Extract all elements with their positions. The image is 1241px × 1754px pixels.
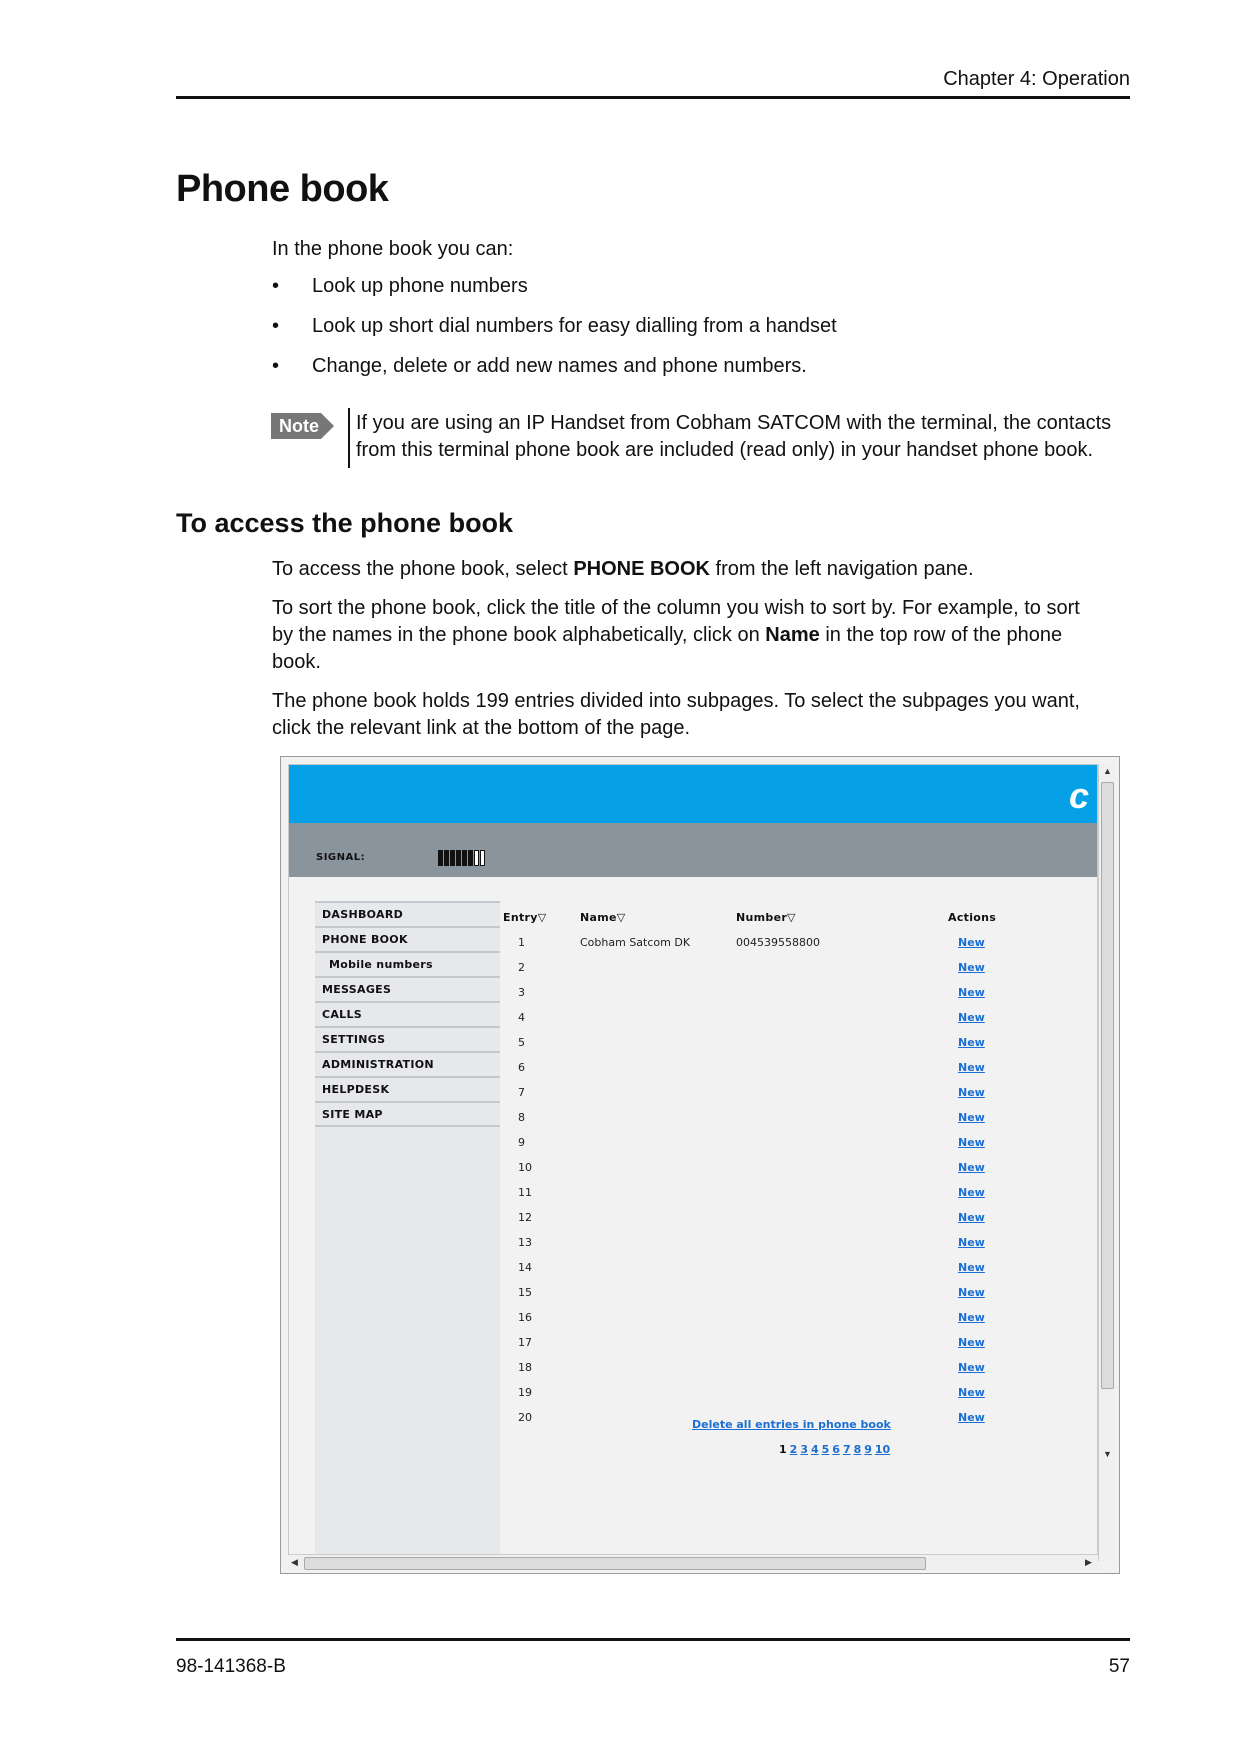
text-line: The phone book holds 199 entries divided into subpages. To select the subpages you want, — [272, 690, 1080, 712]
page-link[interactable]: 2 — [789, 1443, 798, 1456]
new-entry-link[interactable]: New — [958, 1336, 985, 1349]
scroll-left-icon[interactable]: ◀ — [291, 1557, 298, 1567]
sidebar-item-dashboard[interactable]: DASHBOARD — [315, 901, 500, 927]
entry-cell: 14 — [518, 1261, 532, 1274]
new-entry-link[interactable]: New — [958, 1361, 985, 1374]
bullet-item — [272, 355, 807, 378]
browser-viewport — [288, 764, 1098, 1561]
text: from the left navigation pane. — [710, 558, 974, 580]
scroll-down-icon[interactable]: ▼ — [1103, 1449, 1112, 1459]
entry-cell: 20 — [518, 1411, 532, 1424]
sidebar-item-administration[interactable]: ADMINISTRATION — [315, 1051, 500, 1077]
entry-cell: 2 — [518, 961, 525, 974]
new-entry-link[interactable]: New — [958, 1286, 985, 1299]
paragraph-sort — [272, 595, 1132, 676]
bullet-text: Change, delete or add new names and phone numbers. — [312, 355, 807, 377]
page-link[interactable]: 9 — [864, 1443, 872, 1456]
column-header-actions: Actions — [948, 911, 997, 924]
web-interface-screenshot — [280, 756, 1120, 1574]
cobham-logo-icon: c — [1069, 775, 1090, 816]
bullet-dot: • — [272, 315, 280, 337]
entry-cell: 8 — [518, 1111, 525, 1124]
sidebar-item-site-map[interactable]: SITE MAP — [315, 1101, 500, 1127]
text: To access the phone book, select — [272, 558, 574, 580]
bullet-text: Look up short dial numbers for easy dialling from a handset — [312, 315, 837, 337]
note-divider — [348, 408, 350, 468]
bullet-dot: • — [272, 275, 280, 297]
page-link[interactable]: 4 — [810, 1443, 819, 1456]
column-header-entry[interactable]: Entry▽ — [503, 911, 547, 924]
entry-cell: 11 — [518, 1186, 532, 1199]
text: by the names in the phone book alphabetically, click on — [272, 624, 766, 646]
status-bar — [289, 823, 1098, 877]
page-link[interactable]: 3 — [800, 1443, 808, 1456]
top-banner — [289, 765, 1098, 823]
new-entry-link[interactable]: New — [958, 1411, 985, 1424]
horizontal-scrollbar[interactable] — [288, 1554, 1098, 1571]
bold-text: Name — [765, 624, 820, 646]
new-entry-link[interactable]: New — [958, 1186, 985, 1199]
section-heading: To access the phone book — [176, 508, 514, 538]
document-number: 98-141368-B — [176, 1656, 286, 1677]
new-entry-link[interactable]: New — [958, 1011, 985, 1024]
signal-strength-icon — [438, 850, 485, 866]
page-link[interactable]: 8 — [853, 1443, 862, 1456]
entry-cell: 9 — [518, 1136, 525, 1149]
bold-text: PHONE BOOK — [573, 558, 710, 580]
vertical-scrollbar[interactable] — [1098, 764, 1115, 1561]
paragraph-subpages — [272, 688, 1132, 742]
note-arrow-icon — [321, 413, 334, 439]
page-number: 57 — [1108, 1656, 1130, 1677]
note-text — [356, 410, 1136, 464]
name-cell: Cobham Satcom DK — [580, 936, 691, 949]
new-entry-link[interactable]: New — [958, 986, 985, 999]
intro-text: In the phone book you can: — [272, 238, 514, 260]
new-entry-link[interactable]: New — [958, 1161, 985, 1174]
bullet-text: Look up phone numbers — [312, 275, 528, 297]
entry-cell: 17 — [518, 1336, 532, 1349]
text-line: To sort the phone book, click the title of the column you wish to sort by. For example, to sort — [272, 597, 1080, 619]
sidebar-item-helpdesk[interactable]: HELPDESK — [315, 1076, 500, 1102]
header-rule — [176, 96, 1130, 99]
page-link[interactable]: 6 — [832, 1443, 840, 1456]
new-entry-link[interactable]: New — [958, 1036, 985, 1049]
delete-all-link[interactable]: Delete all entries in phone book — [692, 1418, 891, 1431]
new-entry-link[interactable]: New — [958, 1136, 985, 1149]
new-entry-link[interactable]: New — [958, 1236, 985, 1249]
page-link[interactable]: 7 — [842, 1443, 851, 1456]
entry-cell: 4 — [518, 1011, 525, 1024]
entry-cell: 15 — [518, 1286, 532, 1299]
page-link[interactable]: 5 — [821, 1443, 830, 1456]
entry-cell: 18 — [518, 1361, 532, 1374]
note-badge: Note — [271, 413, 321, 439]
text-line — [272, 622, 1132, 649]
new-entry-link[interactable]: New — [958, 1211, 985, 1224]
new-entry-link[interactable]: New — [958, 1061, 985, 1074]
current-page: 1 — [779, 1443, 787, 1456]
bullet-item — [272, 275, 528, 298]
chapter-header: Chapter 4: Operation — [943, 68, 1130, 90]
scroll-up-icon[interactable]: ▲ — [1103, 766, 1112, 776]
entry-cell: 3 — [518, 986, 525, 999]
entry-cell: 1 — [518, 936, 525, 949]
new-entry-link[interactable]: New — [958, 1311, 985, 1324]
new-entry-link[interactable]: New — [958, 1111, 985, 1124]
entry-cell: 10 — [518, 1161, 532, 1174]
sidebar-item-messages[interactable]: MESSAGES — [315, 976, 500, 1002]
new-entry-link[interactable]: New — [958, 1086, 985, 1099]
sidebar-item-mobile-numbers[interactable]: Mobile numbers — [315, 951, 500, 977]
entry-cell: 7 — [518, 1086, 525, 1099]
text: in the top row of the phone — [819, 624, 1063, 646]
footer-rule — [176, 1638, 1130, 1641]
text-line: book. — [272, 651, 321, 673]
sidebar-item-settings[interactable]: SETTINGS — [315, 1026, 500, 1052]
note-line: If you are using an IP Handset from Cobham SATCOM with the terminal, the contacts — [356, 412, 1112, 434]
entry-cell: 12 — [518, 1211, 532, 1224]
new-entry-link[interactable]: New — [958, 1386, 985, 1399]
page-title: Phone book — [176, 168, 389, 210]
entry-cell: 13 — [518, 1236, 532, 1249]
entry-cell: 6 — [518, 1061, 525, 1074]
new-entry-link[interactable]: New — [958, 936, 985, 949]
scroll-right-icon[interactable]: ▶ — [1085, 1557, 1092, 1567]
entry-cell: 5 — [518, 1036, 525, 1049]
number-cell: 004539558800 — [736, 936, 820, 949]
signal-label: SIGNAL: — [316, 852, 366, 863]
entry-cell: 16 — [518, 1311, 532, 1324]
sidebar-item-calls[interactable]: CALLS — [315, 1001, 500, 1027]
text-line: click the relevant link at the bottom of the page. — [272, 717, 691, 739]
note-line: from this terminal phone book are included (read only) in your handset phone book. — [356, 439, 1094, 461]
new-entry-link[interactable]: New — [958, 961, 985, 974]
bullet-item — [272, 315, 837, 338]
paragraph-access — [272, 556, 1132, 583]
scrollbar-thumb[interactable] — [1101, 782, 1114, 1389]
scrollbar-thumb[interactable] — [304, 1557, 926, 1570]
page-link[interactable]: 10 — [874, 1443, 891, 1456]
entry-cell: 19 — [518, 1386, 532, 1399]
bullet-dot: • — [272, 355, 280, 377]
column-header-name[interactable]: Name▽ — [580, 911, 626, 924]
new-entry-link[interactable]: New — [958, 1261, 985, 1274]
sidebar-item-phone-book[interactable]: PHONE BOOK — [315, 926, 500, 952]
column-header-number[interactable]: Number▽ — [736, 911, 796, 924]
pagination — [779, 1443, 893, 1456]
